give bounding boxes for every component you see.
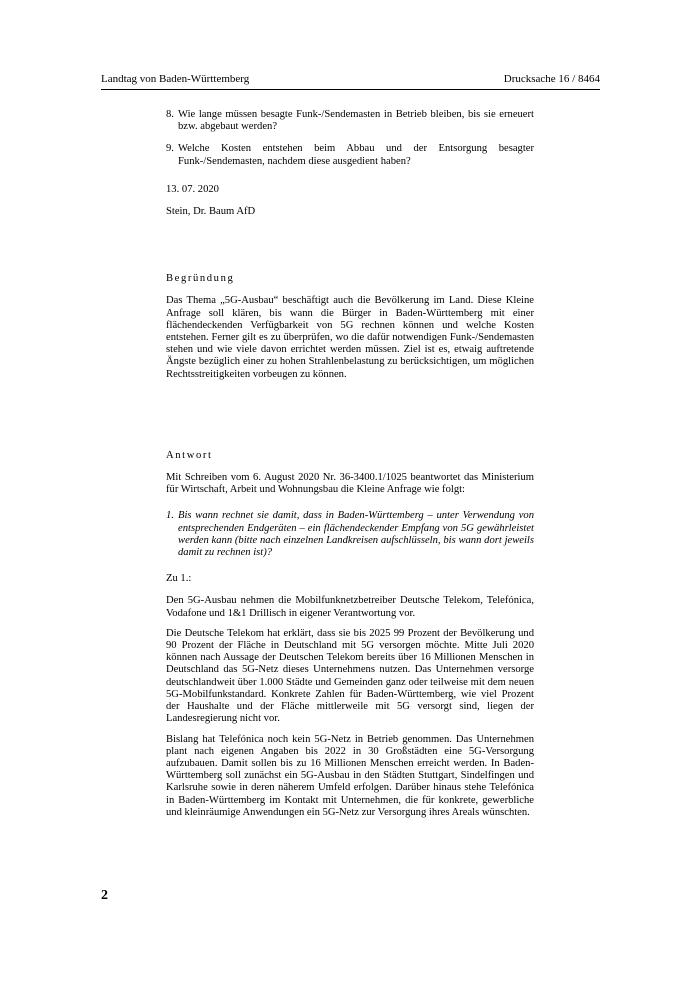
document-body: [166, 109, 534, 819]
antwort-heading: Antwort: [166, 449, 213, 461]
answer-question-1: [166, 510, 534, 559]
header-document-number: Drucksache 16 / 8464: [503, 73, 600, 85]
answer-paragraph: Die Deutsche Telekom hat erklärt, dass sie bis 2025 99 Prozent der Bevölkerung und 90 Prozent der Fläche in Deutschland mit 5G versorgen möchte. Mitte Juli 2020 können nach Aussage der Deutschen Telekom bereits über 16 Millionen Menschen in Deutschland das 5G-Netz dieses Unternehmens nutzen. Das Unternehmen versorge deutschlandweit über 1.000 Städte und Gemeinden ganz oder teilweise mit dem neuen 5G-Mobilfunkstandard. Konkrete Zahlen für Baden-Württemberg, wie viel Prozent der Haushalte und der Fläche mittlerweile mit 5G versorgt sind, liegen der Landesregierung nicht vor.: [166, 627, 534, 725]
question-text: Bis wann rechnet sie damit, dass in Baden-Württemberg – unter Verwendung von entsprechenden Endgeräten – ein flächendeckender Empfang von 5G gewährleistet werden kann (bitte nach einzelnen Landkreisen aufschlüsseln, bis wann dort jeweils damit zu rechnen ist)?: [178, 510, 534, 559]
answer-paragraph: Den 5G-Ausbau nehmen die Mobilfunknetzbetreiber Deutsche Telekom, Telefónica, Vodafone und 1&1 Drillisch in eigener Verantwortung vor.: [166, 595, 534, 619]
answer-label-1: Zu 1.:: [166, 573, 192, 585]
answer-paragraph: Bislang hat Telefónica noch kein 5G-Netz in Betrieb genommen. Das Unternehmen plant nach eigenen Angaben bis 2022 in 30 Großstädten eine 5G-Versorgung aufzubauen. Damit sollen bis zu 16 Millionen Menschen erreicht werden. In Baden-Württemberg soll zunächst ein 5G-Ausbau in den Städten Stuttgart, Sindelfingen und Karlsruhe sowie in deren näherem Umfeld erfolgen. Darüber hinaus stehe Telefónica in Baden-Württemberg im Kontakt mit Unternehmen, die für konkrete, gewerbliche und kleinräumige Anwendungen ein 5G-Netz zur Versorgung ihres Areals wünschten.: [166, 733, 534, 818]
begruendung-heading: Begründung: [166, 273, 235, 285]
header-divider: [101, 89, 600, 90]
question-number: 9.: [166, 143, 174, 155]
page-header: [101, 71, 600, 87]
question-text: Welche Kosten entstehen beim Abbau und der Entsorgung besagter Funk-/Sendemasten, nachdem diese ausgedient haben?: [178, 143, 534, 167]
authors: Stein, Dr. Baum AfD: [166, 206, 256, 218]
question-8: [166, 109, 534, 133]
begruendung-text: Das Thema „5G-Ausbau“ beschäftigt auch die Bevölkerung im Land. Diese Kleine Anfrage soll klären, bis wann die Bürger in Baden-Württemberg mit einer flächendeckenden Verfügbarkeit von 5G rechnen können und welche Kosten entstehen. Ferner gilt es zu überprüfen, wo die dafür notwendigen Funk-/Sendemasten stehen und wie viele davon errichtet werden müssen. Ziel ist es, etwaig auftretende Ängste bezüglich einer zu hohen Strahlenbelastung zu berücksichtigen, um möglichen Rechtsstreitigkeiten vorbeugen zu können.: [166, 295, 534, 380]
question-9: [166, 143, 534, 167]
submission-date: 13. 07. 2020: [166, 183, 219, 195]
antwort-intro: Mit Schreiben vom 6. August 2020 Nr. 36-3400.1/1025 beantwortet das Ministerium für Wirtschaft, Arbeit und Wohnungsbau die Kleine Anfrage wie folgt:: [166, 472, 534, 496]
page-number: 2: [101, 888, 108, 903]
question-text: Wie lange müssen besagte Funk-/Sendemasten in Betrieb bleiben, bis sie erneuert bzw. abgebaut werden?: [178, 109, 534, 133]
question-number: 8.: [166, 109, 174, 120]
question-number: 1.: [166, 510, 174, 522]
header-parliament: Landtag von Baden-Württemberg: [101, 73, 250, 85]
